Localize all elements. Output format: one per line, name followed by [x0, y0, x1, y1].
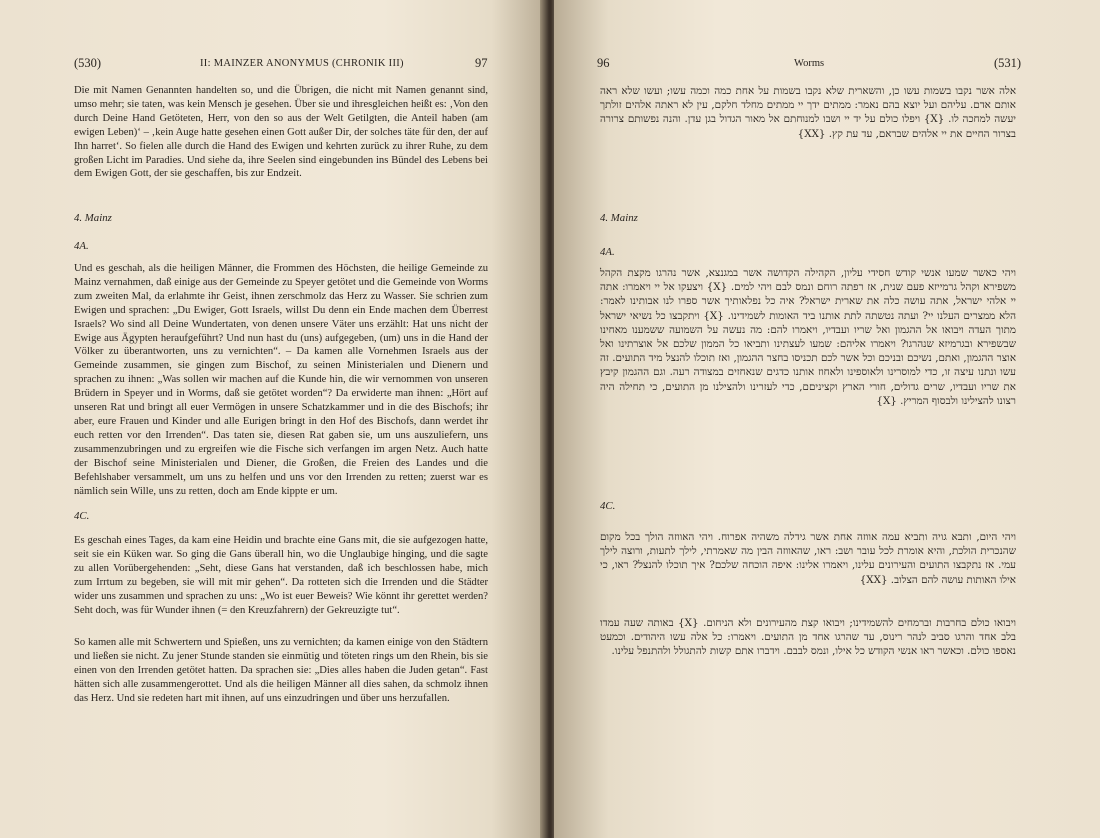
left-section-heading: 4. Mainz	[74, 212, 112, 224]
right-paragraph-4a: ויהי כאשר שמעו אנשי קודש חסידי עליון, הקהילה הקדושה אשר במגנצא, אשר נהרגו מקצת הקהל משפירא וקהל גרמייזא פעם שנית, אז רפתה רוחם ונמס לבם ויהי למים. {X} ויצעקו אל יי ויאמרו: אתה יי אלהי ישראל, אתה עושה כלה את שארית ישראל? איה כל נפלאותיך אשר ספרו לנו אבותינו לאמר: הלא ממצרים העלנו יי? ועתה נטשתה לתת אותנו ביד האומות לשמידינו. {X} ויתקבצו כל נשיאי ישראל מתוך העדה ויבואו אל ההגמון ואל שריו ועבדיו, ויאמרו להם: מה נעשה על השמועה ששמענו מאחינו שבשפירא ובגרמיזא שנהרגו? ויאמרו אליהם: שמעו לעצתינו ותביאו כל הממון שלכם אל אוצרתינו ואל אוצר ההגמון, ואתם, נשיכם ובניכם וכל אשר לכם תכניסו בחצר ההגמון, ואז תוכלו להנצל מיד התועים. זה עשו ונתנו עיצה זו, כדי למוסרינו ולאוספינו ולאחוז אותנו כדגים שנאחזים במצודה רעה. וגם ההגמון קיבץ את שריו ועבדיו, שרים גדולים, חורי הארץ וקציניםם, כדי לעזרינו ולהצילנו מן התועים, כי תחילה היה רצונו להצילינו ולבסוף המריץ. {X}	[600, 267, 1016, 407]
right-subsection-4c: 4C.	[600, 500, 616, 512]
right-paragraph-4c-1: ויהי היום, ותבא גויה ותביא עמה אווזה אחת אשר גידלה משהיה אפרוח. ויהי האווזה הולך בכל מקום שהנכרית הולכת, והיא אומרת לכל עובר ושב: ראו, שהאווזה הבין מה שאמרתי, לילך לתעות, ורוצה לילך עמי. אז נתקבצו התועים והעירונים עלינו, ויאמרו אלינו: איפה הוכחה שלכם? איך תוכלו להנצל? ראו, כי אילו האותות עושה להם הצלוב. {XX}	[600, 531, 1016, 586]
left-folio: 97	[475, 56, 488, 70]
left-running-title: II: MAINZER ANONYMUS (CHRONIK III)	[200, 58, 404, 69]
right-paragraph-4c-2: ויבואו כולם בחרבות וברמחים להשמידינו; ויבואו קצת מהעירונים ולא הניחום. {X} באותה שעה עמדו בלב אחד והרגו סביב לנהר רינוס, עד שהרגו אחד מן התועים. ויאמרו: כל אלה עשו היהודים. וכמעט נאספו כולם. וכאשר ראו אנשי הקודש כל אילו, ונמס לבבם. וידברו אתם קשות להתגולל ולהתנפל עלינו.	[600, 617, 1016, 658]
left-paragraph-4c-1: Es geschah eines Tages, da kam eine Heidin und brachte eine Gans mit, die sie aufgezogen hatte, seit sie ein Küken war. So ging die Gans überall hin, wo die Unglaubige hinging, und die sagte zu allen Vorübergehenden: „Seht, diese Gans hat verstanden, daß ich beschlossen habe, mich zum Irrtum zu begeben, sie will mit mir gehen“. Da rotteten sich die Irrenden und die Städter wider uns zusammen und sprachen zu uns: „Wo ist euer Beweis? Wie könnt ihr gerettet werden? Seht doch, was für Wunder ihnen (= den Kreuzfahrern) der Gekreuzigte tut“.	[74, 535, 488, 616]
left-page	[0, 0, 546, 838]
right-page	[554, 0, 1100, 838]
left-subsection-4a: 4A.	[74, 240, 89, 252]
left-intro-paragraph: Die mit Namen Genannten handelten so, und die Übrigen, die nicht mit Namen genannt sind, umso mehr; sie taten, was kein Mensch je gesehen. Über sie und ihresgleichen heißt es: ‚Von den durch Deine Hand Getöteten, Herr, von den so aus der Welt Getilgten, die Anteil haben (am ewigen Leben)‘ – ‚kein Auge hatte gesehen einen Gott außer Dir, der solches täte für den, der auf Ihn harret‘. So fielen alle durch die Hand des Ewigen und kehrten zurück zu ihrer Ruhe, zu dem großen Licht im Paradies. Und siehe da, ihre Seelen sind eingebunden ins Bündel des Lebens bei dem Ewigen Gott, der sie geschaffen, bis zur Endzeit.	[74, 85, 488, 180]
left-paragraph-4a: Und es geschah, als die heiligen Männer, die Frommen des Höchsten, die heilige Gemeinde zu Mainz vernahmen, daß einige aus der Gemeinde zu Speyer getötet und die Gemeinde von Worms zum zweiten Mal, da erlahmte ihr Geist, ihnen zerschmolz das Herz zu Wasser. Sie schrien zum Ewigen und sprachen: „Du Ewiger, Gott Israels, willst Du denn ein Ende machen dem Überrest Israels? Wo sind all Deine Wundertaten, von denen unsere Väter uns erzählt: Hat uns nicht der Ewige aus Ägypten heraufgeführt? Und nun hast du (uns) aufgegeben, (um) uns in die Hand der Völker zu überantworten, uns zu vernichten“. – Da kamen alle Vornehmen Israels aus der Gemeinde zusammen, sie gingen zum Bischof, zu seinen Ministerialen und Dienern und sprachen zu ihnen: „Was sollen wir machen auf die Kunde hin, die wir vernommen von unseren Brüdern in Speyer und in Worms, daß sie getötet worden“? Da erwiderte man ihnen: „Hört auf unseren Rat und bringt all euer Vermögen in unsere Schatzkammer und in die des Bischofs; ihr aber, eure Frauen und Kinder und alle Eurigen bringt in den Hof des Bischofs, dann werdet ihr euch retten vor den Irrenden“. Das taten sie, diesen Rat gaben sie, um uns auszuliefern, uns zusammenzubringen und zu ergreifen wie die Fische sich verfangen im argen Netz. Auch hatte der Bischof seine Ministerialen und Diener, die Großen, die Freien des Landes und die Befehlshaber versammelt, um uns zu helfen und uns vor den Irrenden zu retten; zuerst war es nämlich sein Wille, uns zu retten, doch am Ende kippte er um.	[74, 263, 488, 497]
right-intro-paragraph: אלה אשר נקבו בשמות עשו כן, והשארית שלא נקבו בשמות על אחת כמה וכמה עשו; ועשו שלא ראה אותם אדם. עליהם ועל יוצא בהם נאמר: ממתים ידך יי ממתים מחלד חלקם, עין לא ראתה אלהים זולתך יעשה למחכה לו. {X} ויפלו כולם על יד יי ושבו למנוחתם אל מאור הגדול בגן עדן. והנה נפשותם צרורה בצרור החיים את יי אלהים שבראם, עד עת קץ. {XX}	[600, 85, 1016, 140]
right-section-heading: 4. Mainz	[600, 212, 638, 224]
left-page-number: (530)	[74, 56, 102, 70]
left-paragraph-4c-2: So kamen alle mit Schwertern und Spießen, uns zu vernichten; da kamen einige von den Städtern und ließen sie nicht. Zu jener Stunde standen sie einmütig und töteten rings um den Rhein, bis sie einen von den Irrenden getötet hatten. Da sprachen sie: „Dies alles haben die Juden getan“. Fast hätten sich alle zusammengerottet. Und als die heiligen Männer all dies sahen, da schmolz ihnen das Herz. Und sie redeten hart mit ihnen, auf uns einzudringen und über uns herzufallen.	[74, 637, 488, 704]
right-running-title: Worms	[794, 58, 825, 69]
left-subsection-4c: 4C.	[74, 510, 90, 522]
right-subsection-4a: 4A.	[600, 246, 615, 258]
right-folio: 96	[597, 56, 610, 70]
right-page-number: (531)	[994, 56, 1022, 70]
